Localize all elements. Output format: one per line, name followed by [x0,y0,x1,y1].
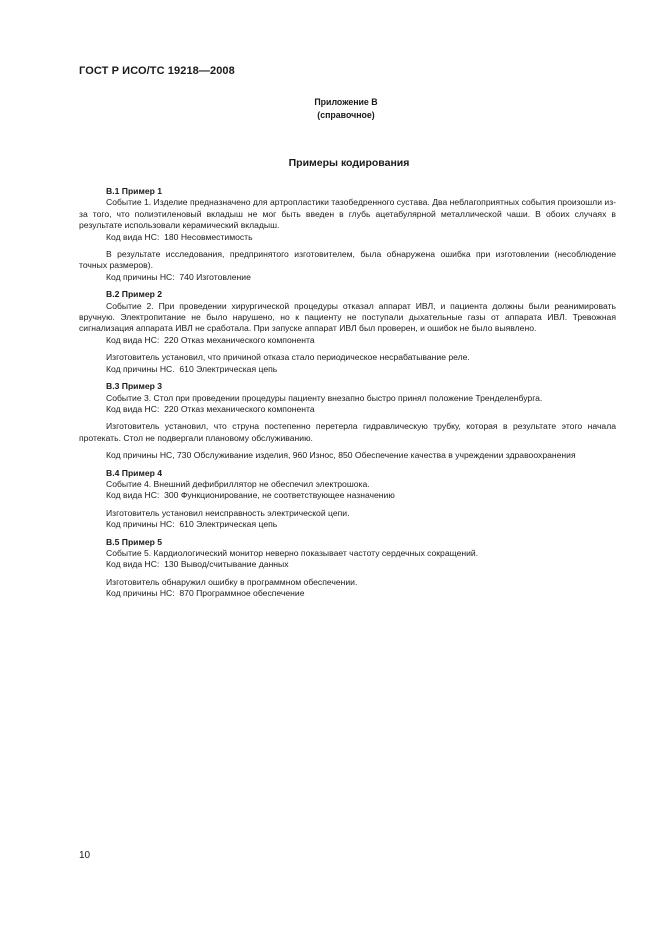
finding-text: Изготовитель установил, что причиной отказа стало периодическое несрабатывание реле. [106,352,470,363]
cause-code: Код причины НС: 870 Программное обеспечение [106,588,305,599]
event-text: Событие 4. Внешний дефибриллятор не обеспечил электрошока. [106,478,370,489]
mode-code: Код вида НС: 130 Вывод/считывание данных [106,559,289,570]
example-5 [79,537,616,600]
example-heading: B.1 Пример 1 [106,186,163,196]
cause-code: Код причины НС, 730 Обслуживание изделия, 960 Износ, 850 Обеспечение качества в учреждении здравоохранения [106,450,576,461]
finding-text: Изготовитель установил, что струна постепенно перетерла гидравлическую трубку, которая в результате этого начала протекать. Стол не подвергали плановому обслуживанию. [79,421,616,443]
appendix-heading [200,96,492,122]
section-title: Примеры кодирования [288,157,410,169]
page-number: 10 [79,850,91,861]
appendix-subtitle: (справочное) [317,110,375,120]
event-text: Событие 3. Стол при проведении процедуры пациенту внезапно быстро принял положение Тренделенбурга. [106,392,543,403]
mode-code: Код вида НС: 220 Отказ механического компонента [106,403,315,414]
finding-text: В результате исследования, предпринятого изготовителем, была обнаружена ошибка при изготовлении (несоблюдение точных размеров). [79,249,616,271]
finding-text: Изготовитель обнаружил ошибку в программном обеспечении. [106,576,358,587]
examples-content [79,186,616,600]
example-1 [79,186,616,283]
example-4 [79,468,616,531]
event-text: Событие 2. При проведении хирургической процедуры отказал аппарат ИВЛ, и пациента должны были реанимировать вручную. Электропитание не было нарушено, но к пациенту не поступали дыхательные газы от аппарата ИВЛ. Тревожная сигнализация аппарата ИВЛ не сработала. При запуске аппарат ИВЛ был проверен, и ошибок не было выявлено. [79,300,616,334]
mode-code: Код вида НС: 180 Несовместимость [106,231,253,242]
document-header: ГОСТ Р ИСО/ТС 19218—2008 [79,65,235,77]
finding-text: Изготовитель установил неисправность электрической цепи. [106,507,350,518]
mode-code: Код вида НС: 220 Отказ механического компонента [106,334,315,345]
cause-code: Код причины НС. 610 Электрическая цепь [106,363,278,374]
example-heading: B.5 Пример 5 [106,536,163,547]
cause-code: Код причины НС: 740 Изготовление [106,271,251,282]
event-text: Событие 1. Изделие предназначено для артропластики тазобедренного сустава. Два неблагоприятных события произошли из-за того, что полиэтиленовый вкладыш не мог быть введен в глубь ацетабулярной металлической чаши. В обоих случаях в результате использовали керамический вкладыш. [79,197,616,231]
example-heading: B.2 Пример 2 [106,289,163,300]
mode-code: Код вида НС: 300 Функционирование, не соответствующее назначению [106,490,395,501]
example-3 [79,381,616,461]
example-heading: B.4 Пример 4 [106,467,163,478]
cause-code: Код причины НС: 610 Электрическая цепь [106,519,278,530]
example-heading: B.3 Пример 3 [106,381,163,392]
example-2 [79,289,616,375]
appendix-title: Приложение B [314,97,378,107]
event-text: Событие 5. Кардиологический монитор неверно показывает частоту сердечных сокращений. [106,547,479,558]
